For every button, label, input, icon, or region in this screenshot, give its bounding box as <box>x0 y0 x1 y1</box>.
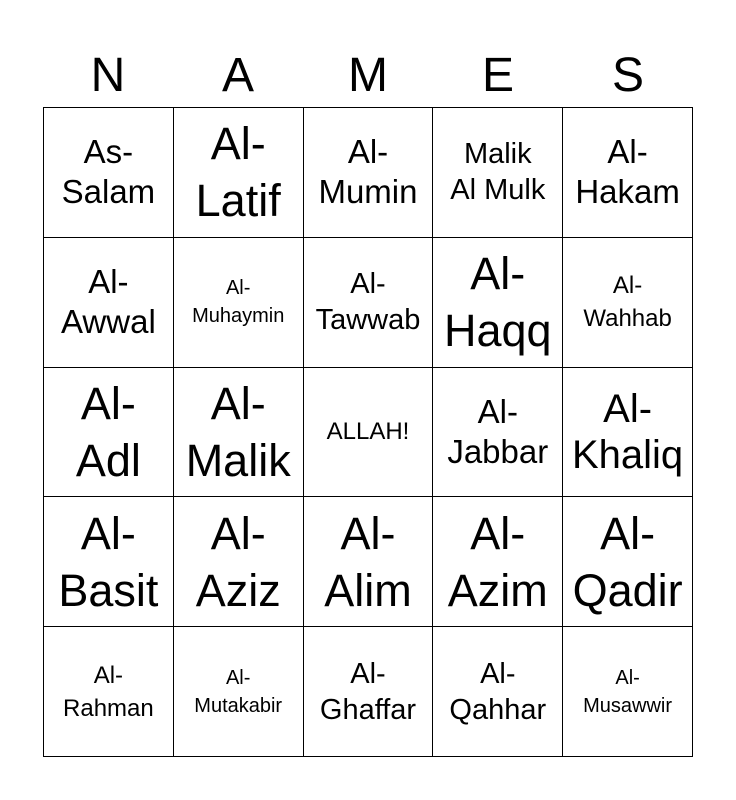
bingo-cell[interactable] <box>44 108 174 238</box>
bingo-cell[interactable] <box>174 497 304 627</box>
bingo-cell[interactable] <box>304 238 434 368</box>
bingo-cell[interactable] <box>174 368 304 498</box>
bingo-cell[interactable] <box>44 368 174 498</box>
header-letter-m: M <box>348 49 388 102</box>
bingo-cell-label: Al- Mumin <box>318 133 418 211</box>
bingo-cell[interactable] <box>44 238 174 368</box>
bingo-cell-label: Al- Mutakabir <box>194 666 283 717</box>
bingo-cell-label: Al- Khaliq <box>571 386 684 477</box>
bingo-cell-label: Al- Malik <box>185 377 291 486</box>
bingo-cell-label: Al- Alim <box>324 507 412 616</box>
bingo-cell[interactable] <box>563 108 693 238</box>
bingo-cell-label: Al- Ghaffar <box>319 657 417 726</box>
bingo-cell-label: Al- Qahhar <box>449 657 547 726</box>
bingo-cell[interactable] <box>433 497 563 627</box>
bingo-cell[interactable] <box>304 497 434 627</box>
bingo-cell-label: Al- Musawwir <box>583 666 673 717</box>
bingo-cell[interactable] <box>563 497 693 627</box>
bingo-cell-label: Malik Al Mulk <box>450 138 546 207</box>
header-letter-a: A <box>221 49 254 102</box>
bingo-cell-label: Al- Wahhab <box>583 272 672 333</box>
bingo-cell-label: Al- Jabbar <box>447 392 549 470</box>
bingo-grid <box>43 107 693 757</box>
header-letter-e: E <box>481 49 514 102</box>
bingo-cell[interactable] <box>304 368 434 498</box>
bingo-cell-label: ALLAH! <box>326 418 410 446</box>
bingo-cell-label: Al- Awwal <box>61 263 156 341</box>
bingo-cell-label: Al- Tawwab <box>315 268 421 337</box>
bingo-cell[interactable] <box>433 627 563 757</box>
bingo-cell-label: Al- Adl <box>75 377 141 486</box>
bingo-cell-label: Al- Qadir <box>572 507 683 616</box>
bingo-cell-label: Al- Hakam <box>575 133 680 211</box>
bingo-cell[interactable] <box>174 238 304 368</box>
bingo-cell-label: As- Salam <box>61 133 156 211</box>
bingo-cell[interactable] <box>44 627 174 757</box>
bingo-header <box>43 46 693 106</box>
bingo-cell-label: Al- Muhaymin <box>192 277 285 328</box>
bingo-cell[interactable] <box>174 627 304 757</box>
bingo-cell[interactable] <box>174 108 304 238</box>
header-letter-s: S <box>611 49 644 102</box>
bingo-cell[interactable] <box>44 497 174 627</box>
bingo-cell-label: Al- Azim <box>447 507 548 616</box>
bingo-cell[interactable] <box>433 368 563 498</box>
bingo-cell[interactable] <box>304 108 434 238</box>
bingo-cell[interactable] <box>304 627 434 757</box>
header-letter-n: N <box>90 49 126 102</box>
bingo-cell[interactable] <box>433 238 563 368</box>
bingo-cell[interactable] <box>563 627 693 757</box>
bingo-cell[interactable] <box>433 108 563 238</box>
bingo-cell-label: Al- Rahman <box>63 661 154 722</box>
bingo-cell-label: Al- Aziz <box>195 507 281 616</box>
bingo-cell-label: Al- Latif <box>195 118 281 227</box>
bingo-cell[interactable] <box>563 238 693 368</box>
bingo-cell-label: Al- Haqq <box>444 248 552 357</box>
bingo-cell-label: Al- Basit <box>58 507 159 616</box>
bingo-cell[interactable] <box>563 368 693 498</box>
